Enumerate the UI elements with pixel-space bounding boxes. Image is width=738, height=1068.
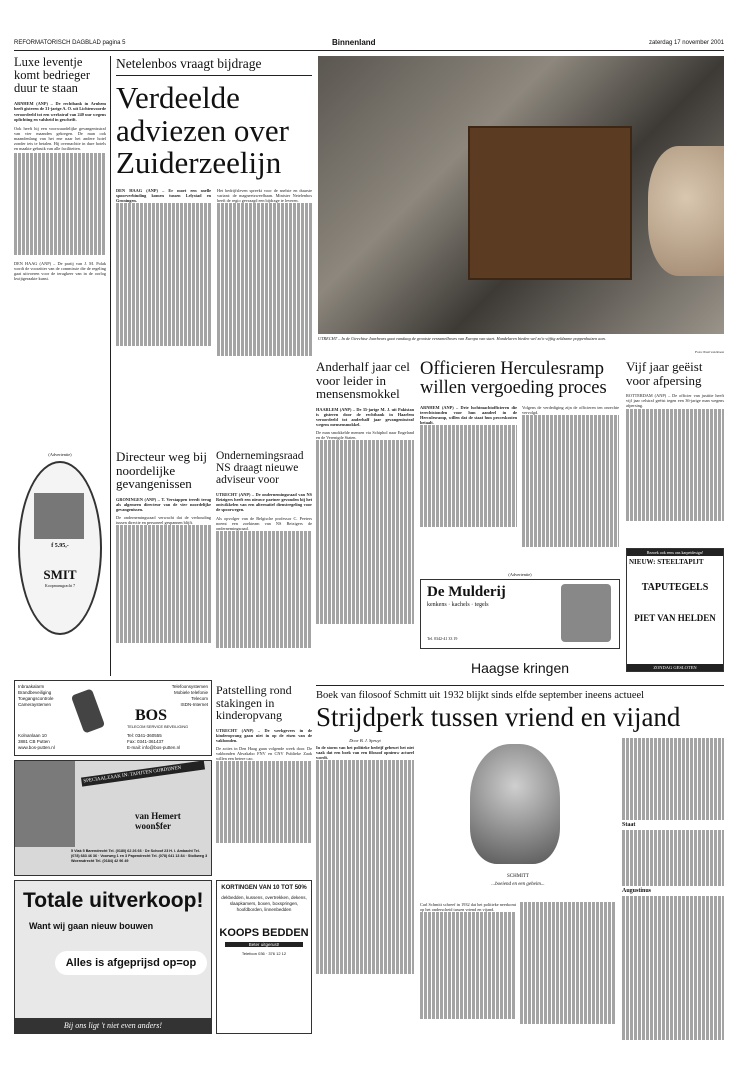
- ad-vanhemert-image: [15, 761, 75, 847]
- article-schmitt-filler-c: [520, 902, 616, 1024]
- ad-bos-right1: Telefoonsystemen: [171, 684, 208, 689]
- ad-bos-addr2: 3881 CB Putten: [18, 739, 50, 744]
- article-anderhalf: [316, 360, 414, 666]
- ad-vanhemert-name: van Hemert woon$fer: [135, 811, 181, 831]
- ad-bos-phone-image: [71, 688, 105, 733]
- article-schmitt-title: Strijdperk tussen vriend en vijand: [316, 702, 681, 732]
- photo-credit: Foto: Paul van Roon: [695, 350, 724, 354]
- article-schmitt-byline: Door B. J. Spruyt: [349, 738, 381, 743]
- article-schmitt: [316, 690, 724, 1040]
- article-pastelling-title: Patstelling rond stakingen in kinderopvang: [216, 684, 292, 723]
- ad-mulderij-stove: [561, 584, 611, 642]
- article-officieren: [420, 360, 620, 570]
- ad-totale-sub1: Want wij gaan nieuw bouwen: [29, 921, 154, 931]
- article-luxe-filler: [14, 153, 106, 255]
- article-zuiderzee-title: Verdeelde adviezen over Zuiderzeelijn: [116, 80, 289, 181]
- article-vijf: [626, 360, 724, 530]
- ad-bos-sub: TELECOM SERVICE BEVEILIGING: [127, 725, 189, 729]
- article-officieren-lead: ARNHEM (ANP) – Drie luchtmachtofficieren die terechtstonden voor hun aandeel in de Herculesramp, willen dat de staat hun proceskosten betaalt.: [420, 404, 517, 426]
- article-directeur-title: Directeur weg bij noordelijke gevangenissen: [116, 450, 207, 492]
- ad-mulderij-name: De Mulderij: [427, 584, 506, 601]
- article-anderhalf-filler: [316, 440, 414, 623]
- article-anderhalf-body: De man smokkelde mensen via Schiphol naar Engeland en de Verenigde Staten.: [316, 430, 414, 441]
- article-luxe-body: Ook heeft hij een voorwaardelijke gevangenisstraf van vier maanden gekregen. De man ook maandenlang van het ene naar het andere hotel zonder iets te betalen. Hij overnachtte in dure hotels en maakte gebruik van alle faciliteiten.: [14, 125, 106, 152]
- article-schmitt-kicker: Boek van filosoof Schmitt uit 1932 blijkt sinds elfde september ineens actueel: [316, 690, 645, 701]
- article-zuiderzee-filler-b: [217, 203, 312, 356]
- schmitt-portrait-sub: ...boeiend en een geheim...: [491, 882, 545, 887]
- article-officieren-body: Volgens de verdediging zijn de officieren ten onrechte vervolgd.: [522, 404, 619, 415]
- ad-taputegels-brand: TAPUTEGELS: [641, 582, 709, 593]
- ad-mulderij-tel: Tel. 0342-41 33 19: [427, 636, 458, 642]
- article-anderhalf-lead: HAARLEM (ANP) – De 35-jarige M. J. uit Pakistan is gisteren door de rechtbank in Haarlem veroordeeld tot anderhalf jaar gevangenisstraf wegens mensensmokkel.: [316, 406, 414, 428]
- article-pastelling-body: De acties in Den Haag gaan volgende week door. De vakbonden Abvakabo FNV en CNV Publieke Zaak willen een betere cao.: [216, 746, 312, 762]
- article-luxe-lead: ARNHEM (ANP) – De rechtbank in Arnhem heeft gisteren de 31-jarige A. O. uit Lichtenvoorde veroordeeld tot een werkstraf van 240 uur wegens oplichting en valsheid in geschrift.: [14, 101, 106, 122]
- ad-koops-items: dekbedden, kussens, overtrekken, dekens, slaapkamers, boxen, boxspringen, hoofdborden, linnenbedden: [221, 895, 307, 912]
- ad-vanhemert-banner: SPECIAALZAAK IN: TAPIJTEN GORDIJNEN: [81, 760, 205, 786]
- schmitt-portrait: [420, 738, 616, 898]
- article-zuiderzee-lead: DEN HAAG (ANP) – Er moet een snelle spoorverbinding komen tussen Lelystad en Groningen.: [116, 187, 211, 203]
- ad-smit-address: Koopmansgracht 7: [44, 583, 76, 589]
- ad-taputegels-name: PIET VAN HELDEN: [634, 613, 716, 623]
- article-officieren-title: Officieren Herculesramp willen vergoeding proces: [420, 360, 607, 399]
- article-schmitt-filler-e: [622, 830, 724, 886]
- ad-koops: [216, 880, 312, 1034]
- ad-koops-top: KORTINGEN VAN 10 TOT 50%: [221, 885, 307, 891]
- schmitt-portrait-caption: SCHMITT: [507, 874, 529, 879]
- article-officieren-filler-a: [420, 425, 517, 527]
- article-officieren-filler-b: [522, 415, 619, 547]
- article-vijf-filler: [626, 409, 724, 521]
- article-vijf-body: ROTTERDAM (ANP) – De officier van justitie heeft vijf jaar celstraf geëist tegen een 36-jarige man wegens afpersing.: [626, 393, 724, 409]
- col1-divider: [110, 56, 111, 676]
- article-schmitt-filler-b: [420, 912, 516, 1019]
- article-zuiderzee-filler-a: [116, 203, 211, 346]
- article-luxe-title: Luxe leventje komt bedrieger duur te staan: [14, 56, 91, 96]
- article-ondernemingsraad-title: Ondernemingsraad NS draagt nieuwe adviseur voor: [216, 450, 304, 487]
- article-schmitt-body: Carl Schmitt schreef in 1932 dat het politieke neerkomt op het onderscheid tussen vriend en vijand.: [420, 902, 516, 913]
- article-schmitt-filler-d: [622, 738, 724, 820]
- article-ondernemingsraad-body: Als opvolger van de Belgische professor C. Peeters noemt een zoekteam van NS Reizigers de ondernemingsraad.: [216, 515, 312, 531]
- ad-bos-left1: Inbraakalarm: [18, 684, 45, 689]
- ad-totale-sub2: Alles is afgeprijsd op=op: [55, 951, 207, 975]
- ad-mulderij: [420, 572, 620, 652]
- ad-taputegels: [626, 548, 724, 672]
- article-directeur-filler: [116, 525, 211, 642]
- ad-bos-left2: Brandbeveiliging: [18, 690, 52, 695]
- article-pastelling-lead: UTRECHT (ANP) – De werkgevers in de kinderopvang gaan niet in op de eisen van de vakbonden.: [216, 727, 312, 743]
- article-schmitt-lead: In de storm van het politieke bedrijf gebeurt het niet vaak dat een boek van een filosoof opnieuw actueel wordt.: [316, 745, 414, 761]
- header-rule: [14, 50, 724, 51]
- article-schmitt-subhead1: Staat: [622, 821, 636, 828]
- ad-totale: [14, 880, 212, 1034]
- ad-bos-fax: Fax: 0341-361437: [127, 739, 164, 744]
- article-zuiderzee-body: Het bedrijfsleven spreekt voor de snelste en duurste variant: de magneetzweefbaan. Minister Netelenbos heeft de regio gevraagd een bijdrage te leveren.: [217, 187, 312, 203]
- ad-taputegels-bottom: ZONDAG GESLOTEN: [627, 664, 723, 671]
- schmitt-portrait-drawing: [470, 744, 560, 864]
- article-ondernemingsraad-lead: UTRECHT (ANP) – De ondernemingsraad van NS Reizigers heeft een nieuwe partner gevonden bij het ontwikkelen van een alternatief dienstregeling voor de spoorwegen.: [216, 492, 312, 513]
- article-schmitt-filler-f: [622, 896, 724, 1040]
- ad-smit-label: (Advertentie): [48, 452, 72, 457]
- photo-child-face: [648, 146, 724, 276]
- ad-mulderij-sub: kenkens · kachels · tegels: [427, 602, 489, 609]
- ad-bos-left3: Toegangscontrole: [18, 696, 54, 701]
- article-pastelling-filler: [216, 761, 312, 843]
- ad-haagse-kringen: [420, 660, 620, 682]
- ad-bos-web: www.bos-putten.nl: [18, 745, 55, 750]
- article-luxe-extra: DEN HAAG (ANP) – De partij van J. M. Polak wordt de voorzitter van de commissie die de regeling gaat uitvoeren voor de terugkeer van in de oorlog kwijtgeraakte kunst.: [14, 261, 106, 282]
- article-directeur-body: De ondernemingsraad verwacht dat de verhouding tussen directie en personeel gespannen blijft.: [116, 515, 211, 526]
- ad-smit-image: [34, 493, 84, 539]
- poppenhuis-photo: [318, 56, 724, 334]
- ad-koops-sub: Beter uitgerust!: [225, 942, 303, 947]
- article-schmitt-subhead2: Augustinus: [622, 887, 652, 894]
- ad-bos-right3: Telecom: [191, 696, 208, 701]
- ad-bos-tel: Tel: 0341-360555: [127, 733, 162, 738]
- photo-cabinet: [468, 126, 632, 280]
- ad-totale-title: Totale uitverkoop!: [23, 889, 204, 912]
- ad-taputegels-top: Bezoek ook eens ons karpetdesign!: [627, 549, 723, 556]
- article-ondernemingsraad-filler: [216, 531, 312, 648]
- article-directeur-lead: GRONINGEN (ANP) – T. Verstappen treedt terug als algemeen directeur van de vier noordelijke gevangenissen.: [116, 496, 211, 513]
- ad-bos-mail: E-mail: info@bos-putten.nl: [127, 745, 181, 750]
- header-section: Binnenland: [332, 38, 376, 47]
- ad-bos-name: BOS: [135, 707, 168, 724]
- article-zuiderzee-kicker: Netelenbos vraagt bijdrage: [116, 56, 312, 76]
- ad-bos: [14, 680, 212, 756]
- ad-vanhemert: [14, 760, 212, 876]
- ad-mulderij-box: [420, 579, 620, 649]
- article-ondernemingsraad: [216, 450, 312, 680]
- ad-bos-left4: Cameraystemen: [18, 702, 52, 707]
- ad-mulderij-label: (Advertentie): [508, 572, 532, 577]
- ad-totale-foot: Bij ons ligt 't niet even anders!: [15, 1018, 211, 1033]
- article-zuiderzee: [116, 56, 312, 441]
- article-anderhalf-title: Anderhalf jaar cel voor leider in mensensmokkel: [316, 360, 410, 402]
- page-header: [14, 38, 724, 48]
- ad-taputegels-nieuw: NIEUW: STEELTAPIJT: [629, 558, 704, 566]
- article-directeur: [116, 450, 211, 678]
- ad-bos-addr1: Kolnanlaan 10: [18, 733, 47, 738]
- ad-smit-price: f 5.95,-: [51, 543, 69, 550]
- ad-smit-name: SMIT: [43, 567, 77, 583]
- haagse-kringen-title: Haagse kringen: [470, 660, 570, 676]
- ad-bos-right4: ISDN-Internet: [180, 702, 208, 707]
- header-date: zaterdag 17 november 2001: [648, 40, 724, 46]
- haagse-rule: [316, 685, 724, 686]
- article-luxe: [14, 56, 106, 366]
- article-schmitt-filler-a: [316, 760, 414, 974]
- article-vijf-title: Vijf jaar geëist voor afpersing: [626, 360, 703, 388]
- ad-smit-oval: [18, 461, 102, 635]
- ad-smit: [16, 452, 104, 638]
- photo-caption: UTRECHT – In de Utrechtse Jaarbeurs gaat vandaag de grootste verzamelbeurs van Europa van start. Handelaren bieden wel zo'n vijftig zeldzame poppenhuizen aan.: [318, 336, 606, 341]
- ad-koops-tel: Telefoon 036 · 376 12 12: [241, 951, 287, 956]
- article-pastelling: [216, 684, 312, 876]
- ad-koops-name: KOOPS BEDDEN: [219, 927, 309, 939]
- header-left: REFORMATORISCH DAGBLAD pagina 5: [14, 40, 126, 46]
- ad-vanhemert-addr: 5 Vlak 5 Barendrecht Tel. (0180) 62 26 66 · De Schoof 23 H. I. Ambacht Tel. (078) 683 46 36 · Voorweg 1 en 3 Papendrecht Tel. (078) 641 13 84 · Stolkweg 3 Woensdrecht Tel. (0184) 42 96 49: [71, 849, 208, 863]
- ad-bos-right2: Mobiele telefonie: [173, 690, 208, 695]
